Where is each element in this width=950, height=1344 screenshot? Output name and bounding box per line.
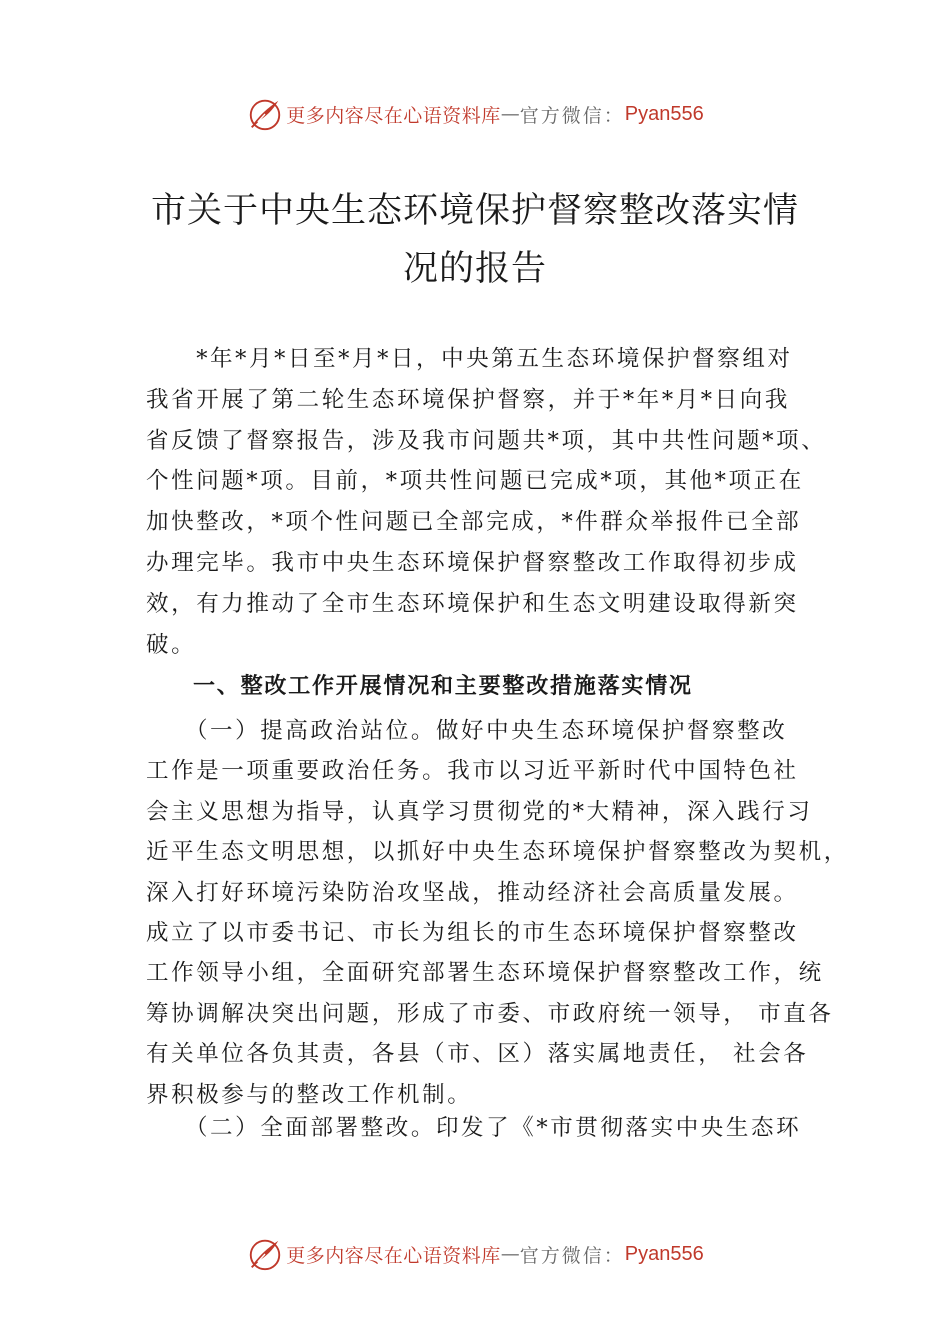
intro-paragraph — [146, 339, 827, 665]
document-title — [120, 182, 830, 298]
text-line: 个性问题*项。目前，*项共性问题已完成*项，其他*项正在 — [146, 468, 804, 495]
text-line: 成立了以市委书记、市长为组长的市生态环境保护督察整改 — [146, 920, 799, 947]
text-line: 筹协调解决突出问题，形成了市委、市政府统一领导， 市直各 — [146, 1000, 834, 1027]
text-line: 会主义思想为指导，认真学习贯彻党的*大精神，深入践行习 — [146, 798, 813, 825]
title-line: 况的报告 — [402, 249, 547, 289]
quill-logo-icon — [246, 95, 284, 133]
section-heading: 一、整改工作开展情况和主要整改措施落实情况 — [193, 674, 693, 699]
watermark-separator: — — [500, 103, 520, 125]
text-line: （一）提高政治站位。做好中央生态环境保护督察整改 — [146, 718, 788, 744]
section1-paragraph — [146, 711, 849, 1115]
watermark-label: 官方微信： — [519, 1244, 625, 1267]
text-line: 我省开展了第二轮生态环境保护督察，并于*年*月*日向我 — [146, 386, 790, 413]
text-line: 省反馈了督察报告，涉及我市问题共*项，其中共性问题*项、 — [146, 427, 827, 454]
text-line: 界积极参与的整改工作机制。 — [146, 1081, 473, 1108]
text-line: 办理完毕。我市中央生态环境保护督察整改工作取得初步成 — [146, 549, 799, 576]
watermark-separator: — — [500, 1243, 520, 1265]
text-line: 破。 — [146, 631, 197, 658]
watermark-id: Pyan556 — [624, 1242, 704, 1265]
text-line: 近平生态文明思想，以抓好中央生态环境保护督察整改为契机， — [146, 839, 849, 866]
text-line: 有关单位各负其责，各县（市、区）落实属地责任， 社会各 — [146, 1041, 809, 1068]
text-line: 工作领导小组，全面研究部署生态环境保护督察整改工作，统 — [146, 960, 824, 987]
quill-logo-icon — [246, 1235, 284, 1273]
watermark-banner-bottom — [0, 1234, 950, 1274]
text-line: 深入打好环境污染防治攻坚战，推动经济社会高质量发展。 — [146, 879, 799, 906]
text-line: 效，有力推动了全市生态环境保护和生态文明建设取得新突 — [146, 590, 799, 617]
watermark-id: Pyan556 — [624, 102, 704, 125]
text-line: 加快整改，*项个性问题已全部完成，*件群众举报件已全部 — [146, 509, 802, 536]
watermark-label: 官方微信： — [519, 104, 625, 127]
title-line: 市关于中央生态环境保护督察整改落实情 — [150, 191, 799, 231]
section2-paragraph — [146, 1108, 812, 1149]
text-line: （二）全面部署整改。印发了《*市贯彻落实中央生态环 — [146, 1115, 802, 1141]
watermark-text: 更多内容尽在心语资料库 — [286, 104, 501, 127]
watermark-banner-top — [0, 94, 950, 134]
text-line: 工作是一项重要政治任务。我市以习近平新时代中国特色社 — [146, 758, 799, 785]
watermark-text: 更多内容尽在心语资料库 — [286, 1244, 501, 1267]
text-line: *年*月*日至*月*日，中央第五生态环境保护督察组对 — [146, 346, 793, 372]
